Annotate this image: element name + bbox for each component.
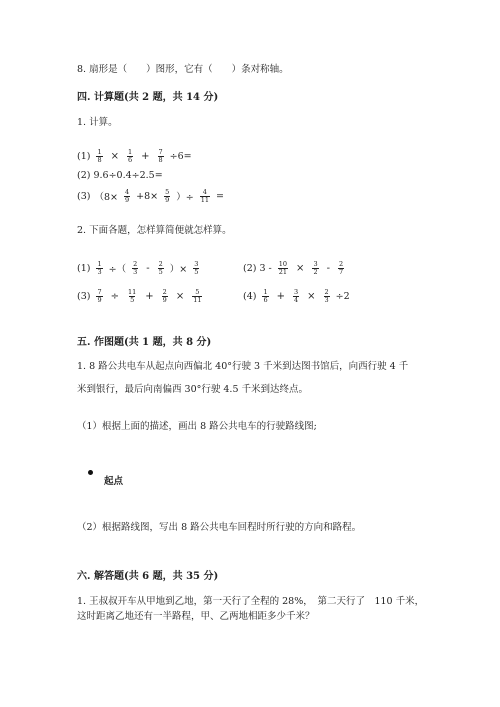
simplify-problem-3 — [77, 286, 204, 306]
start-point-label: 起点 — [104, 476, 124, 487]
start-point-dot — [88, 470, 93, 475]
fraction — [293, 289, 299, 304]
operator: × — [175, 290, 185, 302]
denominator: 5 — [158, 267, 163, 276]
denominator: 5 — [194, 267, 199, 276]
denominator: 5 — [130, 295, 135, 304]
fraction — [278, 261, 288, 276]
operator: - — [326, 262, 330, 274]
denominator: 6 — [128, 155, 133, 164]
sec4-q2-title: 2. 下面各题，怎样算简便就怎样算。 — [77, 225, 232, 236]
numerator: 4 — [202, 187, 207, 196]
simplify-problem-1 — [77, 258, 201, 278]
numerator: 5 — [165, 187, 170, 196]
sec5-q1-line1: 1. 8 路公共电车从起点向西偏北 40°行驶 3 千米到达图书馆后，向西行驶 4 千 — [77, 361, 409, 372]
numerator: 3 — [313, 259, 318, 268]
problem-label: (3) — [77, 290, 91, 302]
sec4-q1-title: 1. 计算。 — [77, 117, 118, 128]
operator: + — [141, 150, 150, 162]
operator: ÷ — [110, 290, 119, 302]
fraction — [192, 289, 202, 304]
fraction — [262, 289, 268, 304]
section-6-title: 六. 解答题(共 6 题，共 35 分) — [77, 571, 219, 582]
denominator: 4 — [294, 295, 299, 304]
fraction — [158, 149, 164, 164]
fraction — [96, 149, 102, 164]
fraction — [158, 261, 164, 276]
denominator: 21 — [278, 267, 288, 276]
denominator: 3 — [324, 295, 329, 304]
denominator: 9 — [97, 295, 102, 304]
denominator: 9 — [165, 195, 170, 204]
fraction — [162, 289, 168, 304]
section-5-title: 五. 作图题(共 1 题，共 8 分) — [77, 337, 212, 348]
sec5-sub1: （1）根据上面的描述，画出 8 路公共电车的行驶路线图; — [77, 421, 317, 432]
simplify-problem-4 — [243, 286, 350, 306]
fraction — [96, 289, 102, 304]
numerator: 2 — [133, 259, 138, 268]
expression-part: = — [215, 190, 224, 202]
operator: + — [145, 290, 154, 302]
denominator: 3 — [133, 267, 138, 276]
problem-label: (2) 3 - — [243, 262, 272, 274]
numerator: 2 — [162, 287, 167, 296]
sec6-q1-line2: 这时距离乙地还有一半路程，甲、乙两地相距多少千米？ — [77, 611, 315, 622]
operator: × — [307, 290, 316, 302]
denominator: 8 — [158, 155, 163, 164]
operator: × — [296, 262, 305, 274]
denominator: 8 — [97, 155, 102, 164]
numerator: 7 — [158, 147, 163, 156]
question-8: 8. 扇形是（ ）图形，它有（ ）条对称轴。 — [77, 64, 289, 75]
fraction — [124, 189, 130, 204]
numerator: 2 — [338, 259, 344, 268]
operator: - — [146, 262, 150, 274]
fraction — [132, 261, 138, 276]
calc-problem-3 — [77, 186, 224, 206]
fraction — [127, 289, 137, 304]
expression-part: ）÷ — [176, 192, 194, 203]
fraction — [96, 261, 102, 276]
denominator: 9 — [162, 295, 167, 304]
section-4-title: 四. 计算题(共 2 题，共 14 分) — [77, 92, 219, 103]
numerator: 3 — [194, 259, 199, 268]
sec6-q1-line1: 1. 王叔叔开车从甲地到乙地，第一天行了全程的 28%， 第二天行了 110 千米， — [77, 596, 425, 607]
fraction — [200, 189, 210, 204]
numerator: 1 — [128, 147, 133, 156]
problem-label: (3) — [77, 190, 91, 202]
numerator: 2 — [158, 259, 163, 268]
sec5-q1-line2: 米到银行，最后向南偏西 30°行驶 4.5 千米到达终点。 — [77, 384, 309, 395]
numerator: 1 — [97, 147, 102, 156]
denominator: 6 — [263, 295, 268, 304]
numerator: 7 — [97, 287, 102, 296]
fraction — [164, 189, 170, 204]
fraction — [338, 261, 344, 276]
numerator: 11 — [128, 287, 137, 296]
numerator: 2 — [324, 287, 329, 296]
fraction — [127, 149, 133, 164]
problem-label: (4) — [243, 290, 257, 302]
expression-part: ）× — [169, 264, 188, 275]
expression-part: ÷2 — [335, 290, 350, 302]
numerator: 5 — [195, 287, 200, 296]
calc-problem-1 — [77, 146, 192, 166]
expression-tail: ÷6= — [169, 150, 192, 162]
numerator: 3 — [294, 287, 299, 296]
denominator: 9 — [124, 195, 130, 204]
operator: + — [276, 290, 285, 302]
operator: × — [110, 150, 119, 162]
sec5-sub2: （2）根据路线图，写出 8 路公共电车回程时所行驶的方向和路程。 — [77, 522, 362, 533]
calc-problem-2: (2) 9.6÷0.4÷2.5= — [77, 170, 163, 181]
fraction — [193, 261, 199, 276]
expression-part: ÷（ — [108, 264, 127, 275]
numerator: 1 — [263, 287, 268, 296]
denominator: 3 — [97, 267, 102, 276]
denominator: 11 — [193, 295, 202, 304]
expression-part: （8× — [94, 192, 118, 203]
denominator: 2 — [313, 267, 318, 276]
numerator: 4 — [124, 187, 130, 196]
denominator: 7 — [338, 267, 344, 276]
fraction — [324, 289, 330, 304]
denominator: 11 — [200, 195, 209, 204]
numerator: 1 — [97, 259, 102, 268]
numerator: 10 — [278, 259, 288, 268]
expression-part: +8× — [136, 190, 159, 202]
problem-label: (1) — [77, 262, 91, 274]
simplify-problem-2 — [243, 258, 346, 278]
problem-label: (1) — [77, 150, 91, 162]
fraction — [312, 261, 318, 276]
